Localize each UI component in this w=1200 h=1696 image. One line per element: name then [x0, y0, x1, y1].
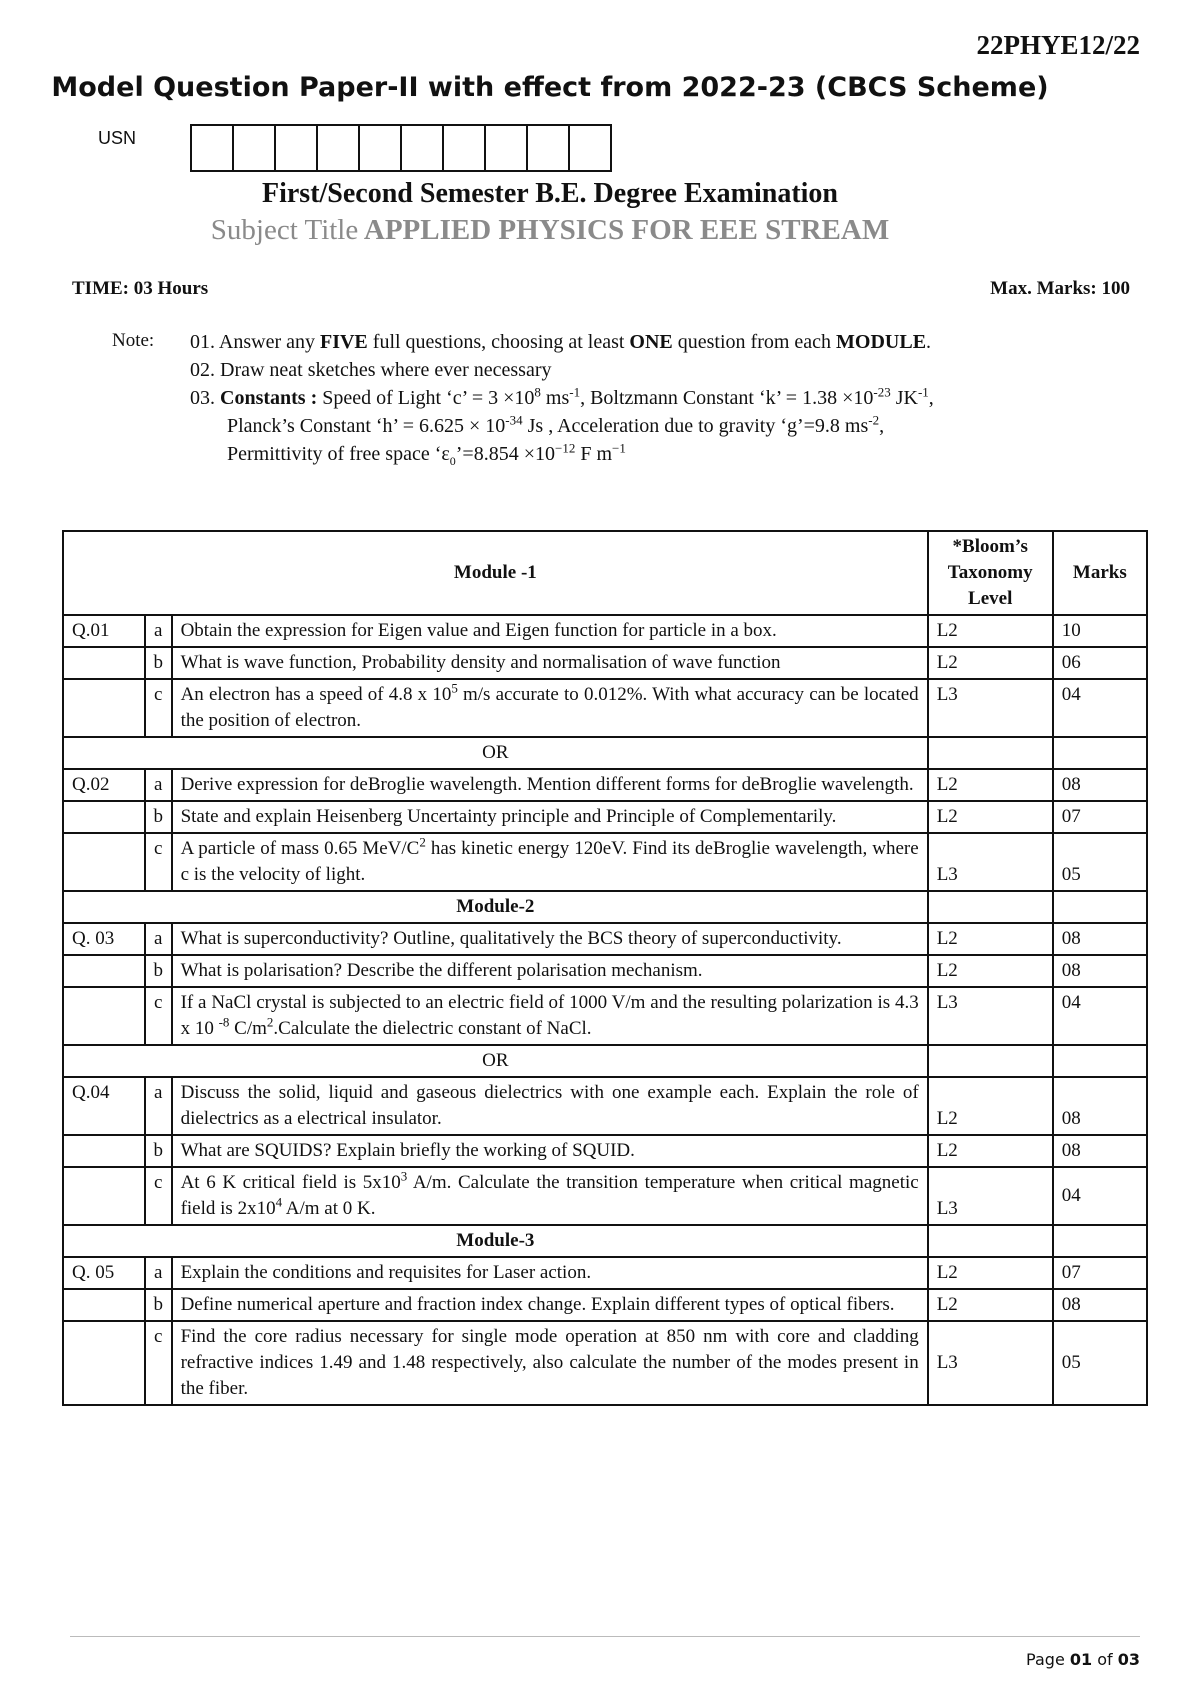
marks-value: 04	[1053, 987, 1147, 1045]
module-2-heading: Module-2	[63, 891, 928, 923]
max-marks-label: Max. Marks: 100	[990, 278, 1130, 299]
question-number: Q.04	[63, 1077, 145, 1135]
sub-label: a	[145, 1257, 172, 1289]
table-row	[63, 1321, 1147, 1405]
usn-box	[234, 126, 276, 170]
question-text: What is polarisation? Describe the different polarisation mechanism.	[172, 955, 928, 987]
module-row	[63, 1225, 1147, 1257]
exam-title: First/Second Semester B.E. Degree Examination	[261, 178, 838, 209]
question-text: If a NaCl crystal is subjected to an electric field of 1000 V/m and the resulting polarization is 4.3 x 10 $^{-8}$ $C/m^2.Calculate$ the dielectric constant of NaCl.	[172, 987, 928, 1045]
marks-value: 10	[1053, 615, 1147, 647]
time-label: TIME: 03 Hours	[72, 278, 209, 299]
blooms-level: L2	[928, 647, 1053, 679]
note-line-5: Permittivity of free space ‘$\varepsilon_0’=8.854 \times 10^{-12}$ F $m^{-1}$	[227, 440, 626, 468]
table-row	[63, 615, 1147, 647]
sub-label: b	[145, 1289, 172, 1321]
page-number: Page 01 of 03	[1026, 1650, 1140, 1669]
paper-title: Model Question Paper-II with effect from 2022-23 (CBCS Scheme)	[51, 72, 1049, 103]
table-row	[63, 1077, 1147, 1135]
question-text: What are SQUIDS? Explain briefly the working of SQUID.	[172, 1135, 928, 1167]
sub-label: c	[145, 987, 172, 1045]
blooms-level: L2	[928, 955, 1053, 987]
or-row	[63, 737, 1147, 769]
blooms-level: L3	[928, 1321, 1053, 1405]
blooms-level: L2	[928, 1257, 1053, 1289]
question-number: Q. 03	[63, 923, 145, 955]
table-row	[63, 955, 1147, 987]
blooms-level: L2	[928, 615, 1053, 647]
table-row	[63, 923, 1147, 955]
usn-boxes	[190, 124, 612, 172]
module-1-heading: Module -1	[63, 531, 928, 615]
usn-box	[486, 126, 528, 170]
blooms-level: L3	[928, 679, 1053, 737]
question-number: Q.01	[63, 615, 145, 647]
notes-block	[190, 328, 934, 468]
or-row	[63, 1045, 1147, 1077]
table-row	[63, 769, 1147, 801]
question-number: Q.02	[63, 769, 145, 801]
usn-box	[276, 126, 318, 170]
module-3-heading: Module-3	[63, 1225, 928, 1257]
question-table	[62, 530, 1148, 1406]
marks-value: 08	[1053, 1077, 1147, 1135]
marks-header: Marks	[1053, 531, 1147, 615]
blooms-level: L2	[928, 769, 1053, 801]
blooms-level: L3	[928, 987, 1053, 1045]
marks-value: 04	[1053, 679, 1147, 737]
marks-value: 05	[1053, 833, 1147, 891]
marks-value: 07	[1053, 801, 1147, 833]
usn-box	[402, 126, 444, 170]
sub-label: c	[145, 679, 172, 737]
question-number: Q. 05	[63, 1257, 145, 1289]
marks-value: 08	[1053, 1135, 1147, 1167]
blooms-level: L3	[928, 833, 1053, 891]
table-row	[63, 1257, 1147, 1289]
course-code: 22PHYE12/22	[976, 30, 1140, 60]
subject-prefix: Subject Title	[210, 214, 359, 246]
usn-box	[192, 126, 234, 170]
question-text: State and explain Heisenberg Uncertainty principle and Principle of Complementarily.	[172, 801, 928, 833]
usn-box	[444, 126, 486, 170]
marks-value: 08	[1053, 955, 1147, 987]
note-line-4: Planck’s Constant ‘h’ = $6.625 \times 10^{-34}$ Js , Acceleration due to gravity ‘g’=9.8 $ms^{-2}$,	[227, 412, 885, 437]
question-text: Define numerical aperture and fraction index change. Explain different types of optical fibers.	[172, 1289, 928, 1321]
sub-label: c	[145, 833, 172, 891]
question-text: At 6 K critical field is $5x10^3$ A/m. Calculate the transition temperature when critical magnetic field is $2x10^4$ A/m at 0 K.	[172, 1167, 928, 1225]
marks-value: 04	[1053, 1167, 1147, 1225]
table-header-row	[63, 531, 1147, 615]
marks-value: 07	[1053, 1257, 1147, 1289]
subject-title	[0, 214, 1100, 247]
usn-box	[318, 126, 360, 170]
sub-label: b	[145, 647, 172, 679]
blooms-level: L2	[928, 1135, 1053, 1167]
or-separator: OR	[63, 1045, 928, 1077]
sub-label: a	[145, 769, 172, 801]
blooms-level: L2	[928, 801, 1053, 833]
marks-value: 06	[1053, 647, 1147, 679]
blooms-level: L2	[928, 1289, 1053, 1321]
sub-label: a	[145, 615, 172, 647]
note-line-3: 03. Constants : Speed of Light ‘c’ = $3 \times 10^8$ $ms^{-1}$, Boltzmann Constant ‘k’ = $1.38 \times 10^{-23}$ $JK^{-1}$,	[190, 384, 934, 409]
sub-label: c	[145, 1167, 172, 1225]
usn-box	[360, 126, 402, 170]
sub-label: b	[145, 801, 172, 833]
sub-label: b	[145, 1135, 172, 1167]
marks-value: 08	[1053, 1289, 1147, 1321]
footer-divider	[70, 1636, 1140, 1637]
usn-box	[528, 126, 570, 170]
usn-label: USN	[98, 128, 137, 148]
table-row	[63, 679, 1147, 737]
blooms-level: L2	[928, 923, 1053, 955]
question-text: What is superconductivity? Outline, qualitatively the BCS theory of superconductivity.	[172, 923, 928, 955]
table-row	[63, 987, 1147, 1045]
or-separator: OR	[63, 737, 928, 769]
module-row	[63, 891, 1147, 923]
table-row	[63, 647, 1147, 679]
question-text: What is wave function, Probability density and normalisation of wave function	[172, 647, 928, 679]
note-line-1: 01. Answer any FIVE full questions, choosing at least ONE question from each MODULE.	[190, 331, 932, 353]
question-text: Find the core radius necessary for single mode operation at 850 nm with core and cladding refractive indices 1.49 and 1.48 respectively, also calculate the number of the modes present in the fiber.	[172, 1321, 928, 1405]
blooms-header: *Bloom’s Taxonomy Level	[928, 531, 1053, 615]
sub-label: a	[145, 923, 172, 955]
marks-value: 08	[1053, 769, 1147, 801]
table-row	[63, 1289, 1147, 1321]
table-row	[63, 1167, 1147, 1225]
question-text: Explain the conditions and requisites for Laser action.	[172, 1257, 928, 1289]
table-row	[63, 833, 1147, 891]
note-label: Note:	[112, 330, 155, 351]
question-text: An electron has a speed of 4.8 x $10^5$ m/s accurate to 0.012%. With what accuracy can be located the position of electron.	[172, 679, 928, 737]
question-text: A particle of mass 0.65 MeV/$C^2$ has kinetic energy 120eV. Find its deBroglie wavelength, where c is the velocity of light.	[172, 833, 928, 891]
blooms-level: L2	[928, 1077, 1053, 1135]
sub-label: c	[145, 1321, 172, 1405]
usn-box	[570, 126, 612, 170]
question-text: Discuss the solid, liquid and gaseous dielectrics with one example each. Explain the role of dielectrics as a electrical insulator.	[172, 1077, 928, 1135]
sub-label: a	[145, 1077, 172, 1135]
marks-value: 05	[1053, 1321, 1147, 1405]
note-line-2: 02. Draw neat sketches where ever necessary	[190, 359, 552, 381]
sub-label: b	[145, 955, 172, 987]
table-row	[63, 801, 1147, 833]
question-text: Derive expression for deBroglie wavelength. Mention different forms for deBroglie wavelength.	[172, 769, 928, 801]
marks-value: 08	[1053, 923, 1147, 955]
question-text: Obtain the expression for Eigen value and Eigen function for particle in a box.	[172, 615, 928, 647]
blooms-level: L3	[928, 1167, 1053, 1225]
table-row	[63, 1135, 1147, 1167]
subject-name: APPLIED PHYSICS FOR EEE STREAM	[363, 214, 890, 246]
